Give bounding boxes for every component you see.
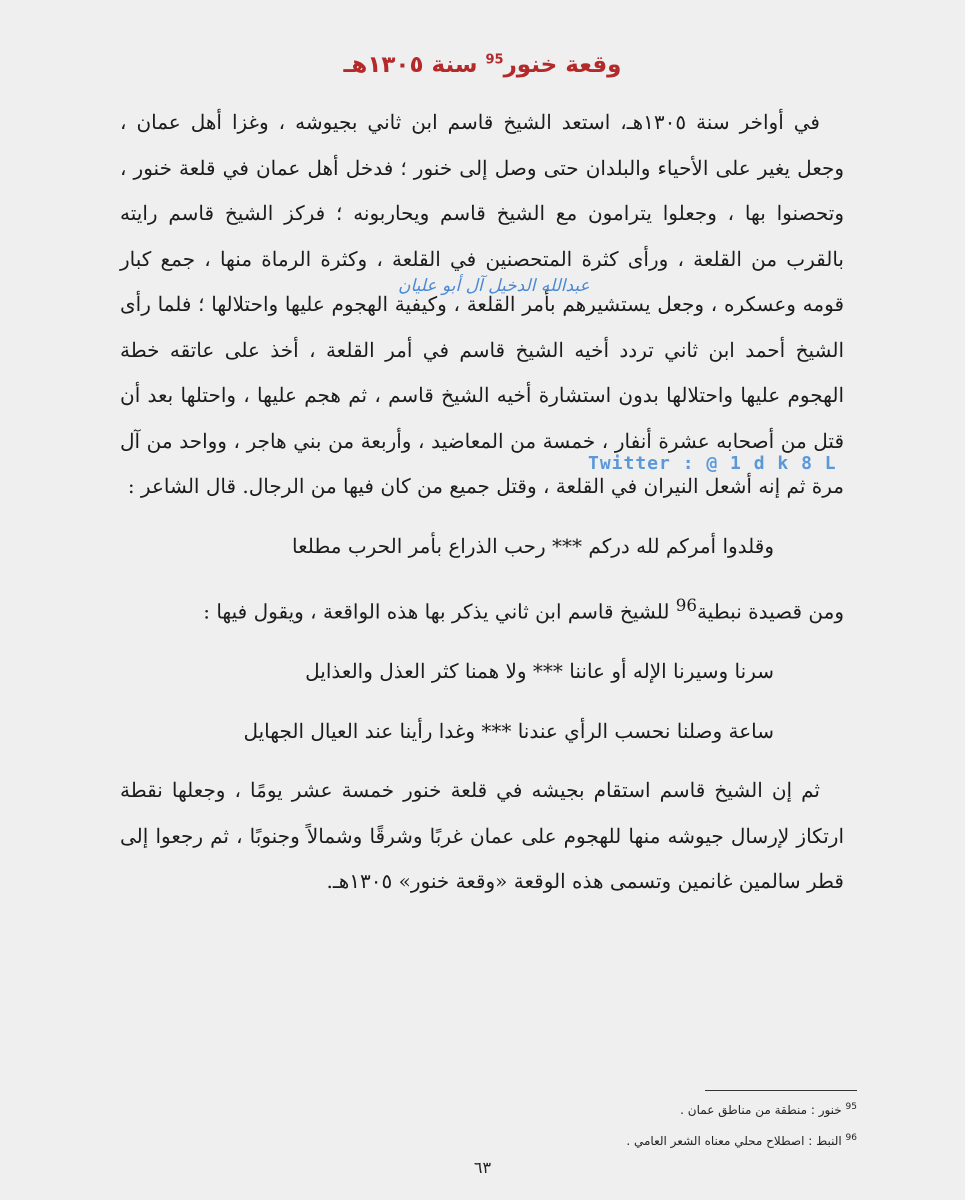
paragraph-2: ثم إن الشيخ قاسم استقام بجيشه في قلعة خنور خمسة عشر يومًا ، وجعلها نقطة ارتكاز لإرسال جيوشه منها للهجوم على عمان غربًا وشرقًا وشمالاً وجنوبًا ، ثم رجعوا إلى قطر سالمين غانمين وتسمى هذه الوقعة «وقعة خنور» ١٣٠٥هـ.: [120, 778, 844, 894]
footnote-divider: [705, 1090, 857, 1091]
title-footnote-ref: 95: [485, 52, 504, 68]
twitter-watermark: Twitter : @ 1 d k 8 L: [588, 453, 837, 474]
name-watermark: عبدالله الدخيل آل أبو عليان: [398, 276, 590, 296]
poem-intro: ومن قصيدة نبطية$^{96}$ للشيخ قاسم ابن ثاني يذكر بها هذه الواقعة ، ويقول فيها :: [203, 596, 844, 624]
verse-1: وقلدوا أمركم لله دركم *** رحب الذراع بأمر الحرب مطلعا: [291, 533, 774, 558]
footnote-95: $^{95}$ خنور : منطقة من مناطق عمان .: [680, 1102, 857, 1117]
verse-3: ساعة وصلنا نحسب الرأي عندنا *** وغدا رأينا عند العيال الجهايل: [243, 718, 774, 743]
body-text: [120, 100, 844, 905]
chapter-title: وقعة خنور$^{95}$ سنة ١٣٠٥هـ: [343, 52, 622, 78]
page-number: ٦٣: [473, 1158, 492, 1177]
verse-2: سرنا وسيرنا الإله أو عاننا *** ولا همنا كثر العذل والعذايل: [305, 659, 774, 684]
intro-footnote-ref: 96: [675, 596, 697, 615]
footnote-96: $^{96}$ النبط : اصطلاح محلي معناه الشعر العامي .: [626, 1133, 857, 1148]
paragraph-1: في أواخر سنة ١٣٠٥هـ، استعد الشيخ قاسم ابن ثاني بجيوشه ، وغزا أهل عمان ، وجعل يغير على الأحياء والبلدان حتى وصل إلى خنور ؛ فدخل أهل عمان في قلعة خنور ، وتحصنوا بها ، وجعلوا يترامون مع الشيخ قاسم ويحاربونه ؛ فركز الشيخ قاسم رايته بالقرب من القلعة ، ورأى كثرة المتحصنين في القلعة ، وكثرة الرماة منها ، جمع كبار قومه وعسكره ، وجعل يستشيرهم بأمر القلعة ، وكيفية الهجوم عليها واحتلالها ؛ فلما رأى الشيخ أحمد ابن ثاني تردد أخيه الشيخ قاسم في أمر القلعة ، أخذ على عاتقه خطة الهجوم عليها واحتلالها بدون استشارة أخيه الشيخ قاسم ، ثم هجم عليها ، واحتلها بعد أن قتل من أصحابه عشرة أنفار ، خمسة من المعاضيد ، وأربعة من بني هاجر ، وواحد من آل مرة ثم إنه أشعل النيران في القلعة ، وقتل جميع من كان فيها من الرجال. قال الشاعر :: [120, 110, 845, 498]
